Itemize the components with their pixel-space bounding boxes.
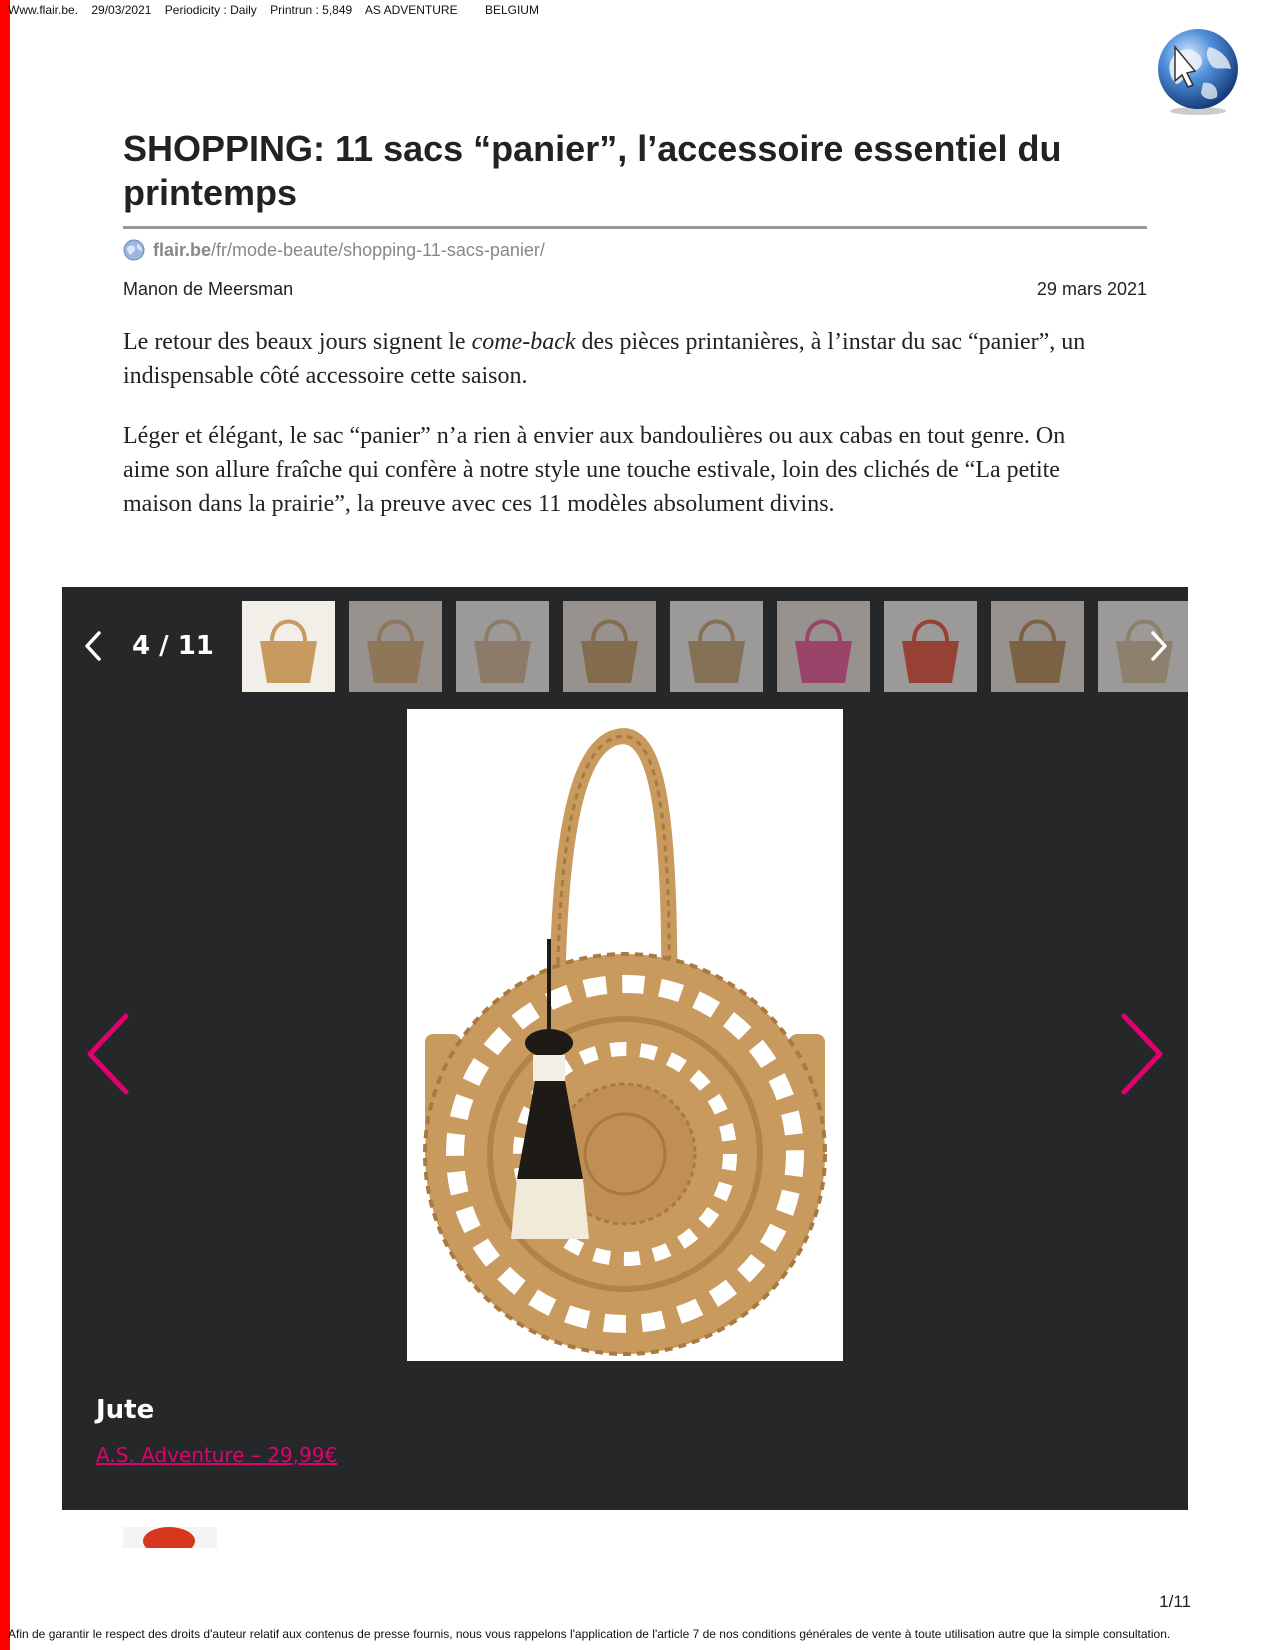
- article-author: Manon de Meersman: [123, 279, 294, 299]
- intro-text-start: Le retour des beaux jours signent le: [123, 329, 472, 355]
- gallery-thumbnail[interactable]: [456, 601, 549, 692]
- thumbnail-image: [242, 601, 335, 692]
- header-date: 29/03/2021: [91, 3, 152, 17]
- gallery-thumbnail[interactable]: [884, 601, 977, 692]
- thumbnail-image: [349, 601, 442, 692]
- article-url[interactable]: [123, 239, 545, 261]
- press-header: [8, 3, 549, 17]
- thumbnail-strip: [242, 601, 1188, 692]
- red-bag-image: [123, 1527, 217, 1548]
- gallery-thumbnail[interactable]: [991, 601, 1084, 692]
- globe-icon: [1153, 27, 1243, 117]
- url-path: /fr/mode-beaute/shopping-11-sacs-panier/: [211, 239, 545, 260]
- url-domain: flair.be: [153, 239, 212, 260]
- copyright-notice: Afin de garantir le respect des droits d'auteur relatif aux contenus de presse fournis, nous vous rappelons l'application de l'article 7 de nos conditions générales de vente à toute utilisation autre que la simple consultation.: [8, 1627, 1171, 1641]
- gallery-thumbnail[interactable]: [349, 601, 442, 692]
- gallery-thumbnail[interactable]: [777, 601, 870, 692]
- thumbnail-image: [991, 601, 1084, 692]
- gallery-thumbnail[interactable]: [1098, 601, 1188, 692]
- link-globe-icon: [123, 239, 145, 261]
- thumb-strip-next-icon[interactable]: [1148, 629, 1170, 663]
- image-gallery: [62, 587, 1188, 1510]
- thumbnail-image: [563, 601, 656, 692]
- title-divider: [123, 226, 1147, 229]
- main-product-image: [407, 709, 843, 1361]
- body-paragraph: Léger et élégant, le sac “panier” n’a rien à envier aux bandoulières ou aux cabas en tout genre. On aime son allure fraîche qui confère à notre style une touche estivale, loin des clichés de “La petite maison dans la prairie”, la preuve avec ces 11 modèles absolument divins.: [123, 423, 1066, 517]
- slide-counter: 4 / 11: [132, 631, 214, 661]
- article-title: SHOPPING: 11 sacs “panier”, l’accessoire essentiel du printemps: [123, 128, 1062, 213]
- header-printrun: Printrun : 5,849: [270, 3, 353, 17]
- thumb-strip-prev-icon[interactable]: [82, 629, 104, 663]
- thumbnail-image: [456, 601, 549, 692]
- gallery-thumbnail[interactable]: [242, 601, 335, 692]
- gallery-next-arrow-icon[interactable]: [1118, 1012, 1166, 1096]
- header-periodicity: Periodicity : Daily: [164, 3, 257, 17]
- intro-paragraph: [123, 325, 1103, 393]
- thumbnail-image: [670, 601, 763, 692]
- thumbnail-image: [884, 601, 977, 692]
- header-source: Www.flair.be.: [8, 3, 79, 17]
- intro-text-end: des pièces printanières, à l’instar du sac “panier”, un indispensable côté accessoire cette saison.: [123, 329, 1086, 389]
- thumbnail-image: [777, 601, 870, 692]
- gallery-thumbnail[interactable]: [563, 601, 656, 692]
- gallery-thumbnail[interactable]: [670, 601, 763, 692]
- header-country: BELGIUM: [484, 3, 539, 17]
- thumbnail-image: [1098, 601, 1188, 692]
- intro-emphasis: come-back: [471, 329, 576, 355]
- article-date: 29 mars 2021: [1036, 279, 1147, 299]
- left-margin-bar: [0, 0, 10, 1650]
- product-caption: Jute: [96, 1395, 155, 1425]
- gallery-prev-arrow-icon[interactable]: [84, 1012, 132, 1096]
- round-jute-bag-image: [407, 709, 843, 1361]
- product-shop-link[interactable]: A.S. Adventure – 29,99€: [96, 1443, 338, 1467]
- header-client: AS ADVENTURE: [364, 3, 458, 17]
- next-product-image-preview: [123, 1527, 217, 1548]
- page-number: 1/11: [1159, 1592, 1191, 1611]
